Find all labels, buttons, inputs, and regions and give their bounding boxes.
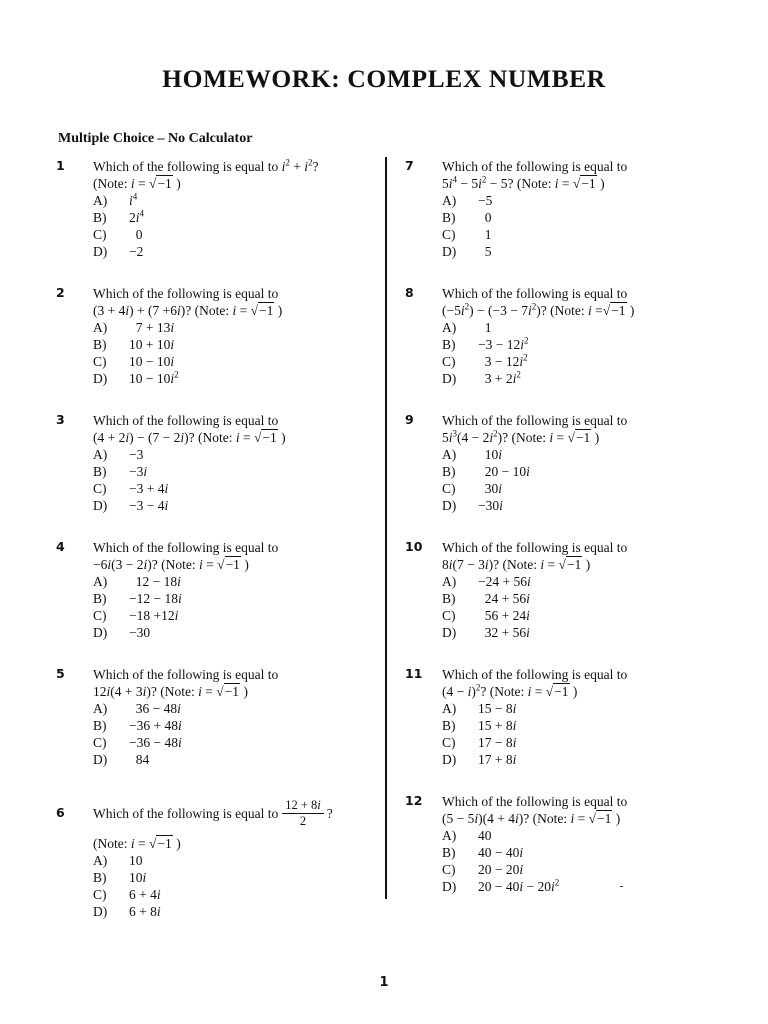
section-heading: Multiple Choice – No Calculator	[58, 131, 253, 146]
option-letter: A)	[442, 574, 457, 589]
left-question-column	[56, 158, 386, 945]
option-letter: B)	[93, 210, 107, 225]
question-prompt: Which of the following is equal to $(-5i^2) - (-3 - 7i^2)$? (Note: i =√−1 )	[442, 286, 635, 318]
option-letter: D)	[442, 752, 457, 767]
option-text: 56 + 24i	[478, 608, 530, 623]
option-text: 17 − 8i	[478, 735, 517, 750]
option-text: $20 - 40i - 20i^2$	[478, 877, 560, 894]
question-7	[405, 158, 735, 260]
question-prompt: Which of the following is equal to $i^2 + i^2$? (Note: i = √−1 )	[93, 157, 319, 191]
answer-option-c[interactable]	[442, 607, 735, 624]
answer-option-b[interactable]	[93, 590, 386, 607]
answer-option-c[interactable]	[442, 480, 735, 497]
option-letter: B)	[93, 337, 107, 352]
answer-option-c[interactable]	[442, 861, 735, 878]
question-11	[405, 666, 735, 768]
question-body	[442, 412, 735, 514]
option-text: 36 − 48i	[129, 701, 181, 716]
question-body	[93, 158, 386, 260]
question-prompt: Which of the following is equal to $5i^3(4 - 2i^2)$? (Note: i = √−1 )	[442, 413, 628, 445]
question-6	[56, 793, 386, 920]
question-number: 6	[56, 805, 65, 820]
option-text: −30	[129, 625, 151, 640]
option-letter: C)	[93, 481, 107, 496]
option-letter: D)	[93, 371, 108, 386]
option-letter: B)	[93, 718, 107, 733]
option-letter: A)	[93, 447, 108, 462]
option-letter: C)	[442, 735, 456, 750]
option-text: 7 + 13i	[129, 320, 175, 335]
question-number: 12	[405, 793, 423, 808]
answer-option-b[interactable]	[93, 869, 386, 886]
question-2	[56, 285, 386, 387]
answer-option-c[interactable]	[93, 886, 386, 903]
answer-option-c[interactable]	[442, 734, 735, 751]
answer-option-c[interactable]	[93, 353, 386, 370]
question-12	[405, 793, 735, 895]
option-letter: B)	[442, 210, 456, 225]
answer-option-c[interactable]	[442, 353, 735, 370]
option-letter: C)	[442, 481, 456, 496]
option-text: 10 − 10i	[129, 354, 175, 369]
option-letter: D)	[93, 244, 108, 259]
answer-option-a[interactable]	[93, 573, 386, 590]
option-text: 5	[478, 244, 492, 259]
answer-option-a[interactable]	[93, 192, 386, 209]
answer-option-a[interactable]	[442, 573, 735, 590]
option-letter: C)	[93, 354, 107, 369]
answer-option-a[interactable]	[442, 192, 735, 209]
option-letter: C)	[93, 608, 107, 623]
prompt-question-mark: ?	[326, 805, 333, 821]
option-text: $10 - 10i^2$	[129, 369, 179, 386]
option-letter: A)	[93, 701, 108, 716]
question-body	[442, 793, 735, 895]
answer-option-a[interactable]	[93, 446, 386, 463]
option-letter: A)	[93, 193, 108, 208]
question-number: 10	[405, 539, 423, 554]
question-prompt	[93, 793, 386, 833]
question-body	[442, 285, 735, 387]
option-text: 32 + 56i	[478, 625, 530, 640]
option-letter: C)	[442, 608, 456, 623]
option-text: −3i	[129, 464, 148, 479]
option-text: 10 + 10i	[129, 337, 175, 352]
option-letter: C)	[93, 227, 107, 242]
option-letter: A)	[93, 853, 108, 868]
question-body	[93, 666, 386, 768]
answer-option-c[interactable]	[93, 734, 386, 751]
answer-option-a[interactable]	[93, 700, 386, 717]
option-text: 1	[478, 227, 492, 242]
question-body	[442, 158, 735, 260]
option-letter: C)	[93, 887, 107, 902]
answer-option-b[interactable]	[93, 336, 386, 353]
option-text: 84	[129, 752, 150, 767]
answer-option-d[interactable]	[93, 243, 386, 260]
option-text: −36 − 48i	[129, 735, 182, 750]
answer-option-d[interactable]	[93, 903, 386, 920]
option-text: 20 − 10i	[478, 464, 530, 479]
option-text: 15 + 8i	[478, 718, 517, 733]
question-number: 11	[405, 666, 423, 681]
answer-option-d[interactable]	[442, 751, 735, 768]
question-8	[405, 285, 735, 387]
fraction-denominator: 2	[299, 813, 307, 828]
option-text: −5	[478, 193, 493, 208]
answer-option-a[interactable]	[442, 827, 735, 844]
question-body	[442, 666, 735, 768]
option-text: $3 + 2i^2$	[478, 369, 521, 386]
option-text: −24 + 56i	[478, 574, 531, 589]
option-text: 6 + 4i	[129, 887, 161, 902]
option-letter: D)	[93, 904, 108, 919]
option-text: −3	[129, 447, 144, 462]
question-body	[93, 412, 386, 514]
answer-option-d[interactable]	[442, 243, 735, 260]
option-letter: A)	[442, 828, 457, 843]
option-text: 10i	[129, 870, 147, 885]
page-number: 1	[379, 975, 389, 990]
question-4	[56, 539, 386, 641]
option-letter: D)	[442, 371, 457, 386]
option-text: 40	[478, 828, 492, 843]
option-text: −3 − 4i	[129, 498, 169, 513]
option-letter: A)	[442, 320, 457, 335]
answer-option-a[interactable]	[93, 319, 386, 336]
question-number: 4	[56, 539, 65, 554]
answer-option-b[interactable]	[442, 717, 735, 734]
question-body	[442, 539, 735, 641]
option-letter: D)	[93, 625, 108, 640]
question-note: (Note: i = √−1 )	[93, 836, 181, 851]
answer-option-d[interactable]	[442, 497, 735, 514]
option-text: $-3 - 12i^2$	[478, 335, 529, 352]
option-text: −3 + 4i	[129, 481, 169, 496]
question-number: 9	[405, 412, 414, 427]
answer-option-b[interactable]	[442, 336, 735, 353]
option-text: 10i	[478, 447, 503, 462]
question-number: 5	[56, 666, 65, 681]
question-body	[93, 539, 386, 641]
question-body	[93, 285, 386, 387]
option-letter: B)	[93, 870, 107, 885]
option-text: 1	[478, 320, 492, 335]
option-text: $3 - 12i^2$	[478, 352, 528, 369]
page-title: HOMEWORK: COMPLEX NUMBER	[162, 64, 606, 93]
question-prompt: Which of the following is equal to −6i(3 − 2i)? (Note: i = √−1 )	[93, 540, 279, 572]
option-letter: B)	[93, 591, 107, 606]
answer-option-a[interactable]	[93, 852, 386, 869]
answer-option-d[interactable]	[442, 878, 735, 895]
question-5	[56, 666, 386, 768]
answer-option-d[interactable]	[93, 497, 386, 514]
question-prompt: Which of the following is equal to $(4 - i)^2$? (Note: i = √−1 )	[442, 667, 628, 699]
option-text: $i^4$	[129, 191, 138, 208]
answer-option-b[interactable]	[93, 463, 386, 480]
question-prompt: Which of the following is equal to 12i(4 + 3i)? (Note: i = √−1 )	[93, 667, 279, 699]
option-letter: B)	[442, 718, 456, 733]
option-text: 24 + 56i	[478, 591, 530, 606]
option-text: −30i	[478, 498, 503, 513]
answer-option-c[interactable]	[442, 226, 735, 243]
fraction	[282, 798, 324, 829]
question-prompt: Which of the following is equal to (4 + 2i) − (7 − 2i)? (Note: i = √−1 )	[93, 413, 286, 445]
option-text: 0	[478, 210, 492, 225]
option-letter: D)	[93, 498, 108, 513]
option-text: 15 − 8i	[478, 701, 517, 716]
option-letter: D)	[442, 879, 457, 894]
answer-option-b[interactable]	[442, 590, 735, 607]
question-prompt: Which of the following is equal to (5 − 5i)(4 + 4i)? (Note: i = √−1 )	[442, 794, 628, 826]
question-prompt: Which of the following is equal to (3 + 4i) + (7 +6i)? (Note: i = √−1 )	[93, 286, 283, 318]
prompt-lead: Which of the following is equal to	[93, 805, 279, 821]
question-number: 3	[56, 412, 65, 427]
option-letter: A)	[442, 193, 457, 208]
question-3	[56, 412, 386, 514]
answer-option-b[interactable]	[442, 209, 735, 226]
answer-option-d[interactable]	[442, 370, 735, 387]
answer-option-b[interactable]	[93, 209, 386, 226]
answer-option-b[interactable]	[442, 463, 735, 480]
answer-option-d[interactable]	[442, 624, 735, 641]
option-text: −18 +12i	[129, 608, 179, 623]
option-text: 0	[129, 227, 143, 242]
answer-option-d[interactable]	[93, 751, 386, 768]
option-letter: C)	[442, 227, 456, 242]
question-number: 2	[56, 285, 65, 300]
answer-option-b[interactable]	[442, 844, 735, 861]
option-letter: A)	[93, 320, 108, 335]
option-letter: B)	[442, 845, 456, 860]
option-text: $2i^4$	[129, 208, 145, 225]
option-letter: B)	[93, 464, 107, 479]
option-text: 30i	[478, 481, 503, 496]
option-letter: C)	[442, 862, 456, 877]
question-10	[405, 539, 735, 641]
option-letter: B)	[442, 464, 456, 479]
fraction-numerator: 12 + 8i	[282, 798, 324, 814]
option-letter: A)	[93, 574, 108, 589]
answer-option-d[interactable]	[93, 624, 386, 641]
answer-option-d[interactable]	[93, 370, 386, 387]
answer-option-c[interactable]	[93, 226, 386, 243]
option-text: 40 − 40i	[478, 845, 524, 860]
option-letter: D)	[442, 625, 457, 640]
option-letter: C)	[442, 354, 456, 369]
question-prompt: Which of the following is equal to $5i^4 - 5i^2 - 5$? (Note: i = √−1 )	[442, 159, 628, 191]
option-letter: B)	[442, 337, 456, 352]
option-text: −36 + 48i	[129, 718, 182, 733]
answer-option-b[interactable]	[93, 717, 386, 734]
option-text: −2	[129, 244, 144, 259]
question-number: 1	[56, 158, 65, 173]
stray-print-mark	[620, 886, 623, 887]
answer-option-a[interactable]	[442, 319, 735, 336]
option-letter: D)	[442, 244, 457, 259]
question-number: 7	[405, 158, 414, 173]
option-text: 10	[129, 853, 143, 868]
answer-option-c[interactable]	[93, 480, 386, 497]
question-prompt: Which of the following is equal to 8i(7 − 3i)? (Note: i = √−1 )	[442, 540, 628, 572]
option-text: 6 + 8i	[129, 904, 161, 919]
option-letter: A)	[442, 701, 457, 716]
option-text: −12 − 18i	[129, 591, 182, 606]
answer-option-a[interactable]	[442, 700, 735, 717]
option-text: 20 − 20i	[478, 862, 524, 877]
option-text: 17 + 8i	[478, 752, 517, 767]
option-letter: A)	[442, 447, 457, 462]
question-9	[405, 412, 735, 514]
option-text: 12 − 18i	[129, 574, 181, 589]
answer-option-c[interactable]	[93, 607, 386, 624]
right-question-column	[405, 158, 735, 920]
option-letter: C)	[93, 735, 107, 750]
answer-option-a[interactable]	[442, 446, 735, 463]
option-letter: B)	[442, 591, 456, 606]
question-body	[93, 793, 386, 920]
option-letter: D)	[93, 752, 108, 767]
question-1	[56, 158, 386, 260]
question-number: 8	[405, 285, 414, 300]
option-letter: D)	[442, 498, 457, 513]
